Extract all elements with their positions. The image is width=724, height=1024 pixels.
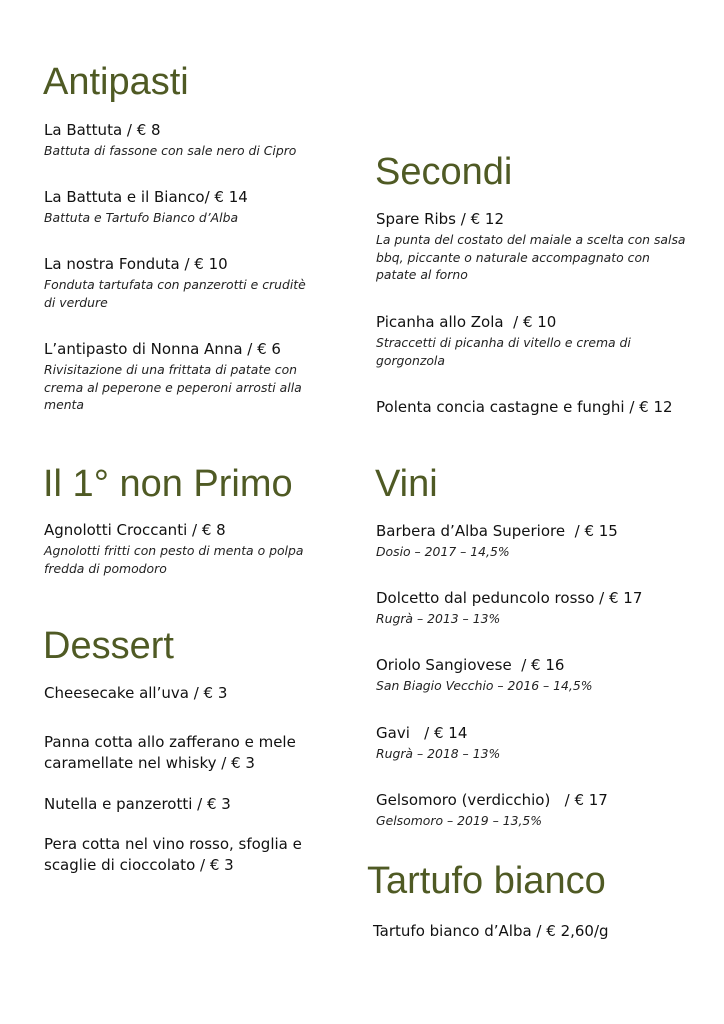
- wine-item-details: Rugrà – 2013 – 13%: [376, 611, 501, 626]
- menu-item-description: Agnolotti fritti con pesto di menta o polpa fredda di pomodoro: [44, 543, 304, 576]
- menu-item-name: Agnolotti Croccanti / € 8: [44, 521, 226, 539]
- menu-item-polenta-concia: [376, 397, 696, 418]
- menu-item-description: Fonduta tartufata con panzerotti e cruditè di verdure: [44, 277, 306, 310]
- menu-item-la-nostra-fonduta: [44, 254, 314, 311]
- menu-item-description: Straccetti di picanha di vitello e crema di gorgonzola: [376, 335, 631, 368]
- menu-item-name: Pera cotta nel vino rosso, sfoglia e scaglie di cioccolato / € 3: [44, 835, 302, 874]
- menu-item-pera-cotta: [44, 834, 334, 876]
- section-heading-secondi: Secondi: [375, 151, 513, 193]
- menu-item-name: Spare Ribs / € 12: [376, 210, 504, 228]
- wine-item-dolcetto: [376, 588, 696, 628]
- wine-item-oriolo: [376, 655, 696, 695]
- wine-item-details: Gelsomoro – 2019 – 13,5%: [376, 813, 543, 828]
- wine-item-name: Oriolo Sangiovese / € 16: [376, 656, 565, 674]
- menu-item-name: La Battuta / € 8: [44, 121, 161, 139]
- menu-item-tartufo-bianco: [373, 921, 693, 942]
- menu-item-name: Tartufo bianco d’Alba / € 2,60/g: [373, 922, 609, 940]
- menu-item-spare-ribs: [376, 209, 691, 284]
- menu-item-name: La Battuta e il Bianco/ € 14: [44, 188, 248, 206]
- wine-item-details: Rugrà – 2018 – 13%: [376, 746, 501, 761]
- wine-item-gavi: [376, 723, 696, 763]
- wine-item-name: Gelsomoro (verdicchio) / € 17: [376, 791, 608, 809]
- wine-item-name: Dolcetto dal peduncolo rosso / € 17: [376, 589, 643, 607]
- menu-item-panna-cotta: [44, 732, 334, 774]
- section-heading-antipasti: Antipasti: [43, 61, 189, 103]
- menu-item-name: Panna cotta allo zafferano e mele caramellate nel whisky / € 3: [44, 733, 296, 772]
- menu-item-picanha-allo-zola: [376, 312, 676, 369]
- section-heading-tartufo-bianco: Tartufo bianco: [367, 860, 606, 902]
- section-heading-dessert: Dessert: [43, 625, 174, 667]
- menu-item-nutella-panzerotti: [44, 794, 334, 815]
- menu-item-name: Polenta concia castagne e funghi / € 12: [376, 398, 673, 416]
- menu-item-name: Picanha allo Zola / € 10: [376, 313, 557, 331]
- wine-item-details: Dosio – 2017 – 14,5%: [376, 544, 510, 559]
- wine-item-details: San Biagio Vecchio – 2016 – 14,5%: [376, 678, 593, 693]
- menu-item-description: Battuta e Tartufo Bianco d’Alba: [44, 210, 239, 225]
- menu-item-name: Nutella e panzerotti / € 3: [44, 795, 231, 813]
- menu-item-name: L’antipasto di Nonna Anna / € 6: [44, 340, 281, 358]
- section-heading-primo: Il 1° non Primo: [43, 463, 293, 505]
- menu-item-description: Rivisitazione di una frittata di patate con crema al peperone e peperoni arrosti alla menta: [44, 362, 302, 412]
- menu-item-cheesecake: [44, 683, 334, 704]
- wine-item-barbera: [376, 521, 696, 561]
- menu-item-antipasto-nonna-anna: [44, 339, 334, 414]
- wine-item-name: Gavi / € 14: [376, 724, 468, 742]
- menu-item-la-battuta-e-il-bianco: [44, 187, 334, 227]
- menu-item-agnolotti-croccanti: [44, 520, 304, 577]
- menu-item-name: Cheesecake all’uva / € 3: [44, 684, 228, 702]
- menu-item-la-battuta: [44, 120, 334, 160]
- menu-item-description: Battuta di fassone con sale nero di Cipro: [44, 143, 297, 158]
- section-heading-vini: Vini: [375, 463, 438, 505]
- wine-item-name: Barbera d’Alba Superiore / € 15: [376, 522, 618, 540]
- menu-item-description: La punta del costato del maiale a scelta con salsa bbq, piccante o naturale accompagnato con patate al forno: [376, 232, 686, 282]
- menu-item-name: La nostra Fonduta / € 10: [44, 255, 228, 273]
- wine-item-gelsomoro: [376, 790, 696, 830]
